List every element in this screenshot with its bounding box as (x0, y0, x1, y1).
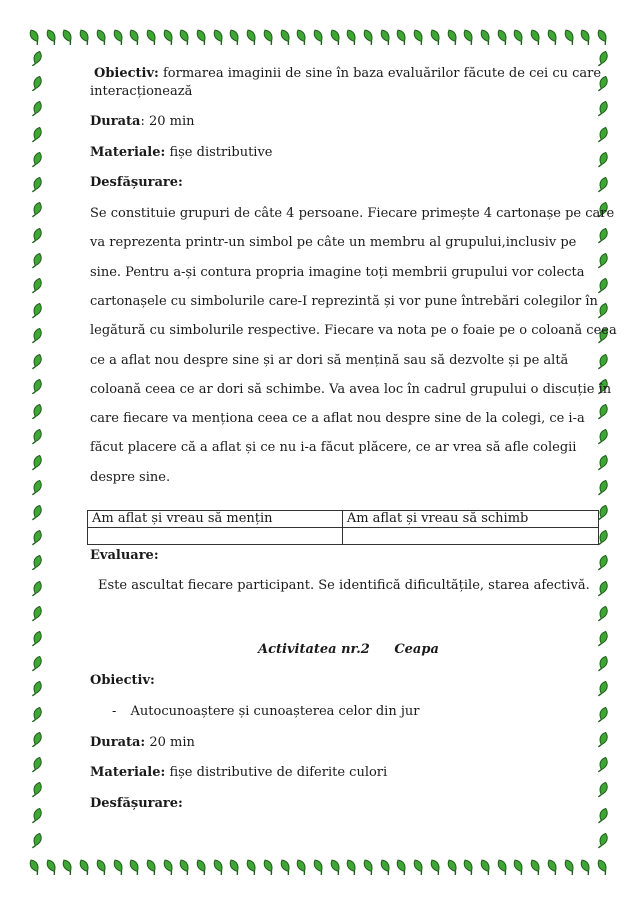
paragraph-line: despre sine. (90, 469, 171, 485)
leaf-icon (329, 858, 343, 876)
leaf-icon (145, 858, 159, 876)
activity-title (258, 642, 439, 657)
leaf-icon (30, 756, 44, 774)
leaf-icon (563, 28, 577, 46)
leaf-icon (30, 176, 44, 194)
leaf-icon (596, 100, 610, 118)
leaf-icon (228, 858, 242, 876)
leaf-icon (446, 28, 460, 46)
leaf-icon (30, 504, 44, 522)
leaf-icon (30, 201, 44, 219)
leaf-icon (145, 28, 159, 46)
leaf-icon (112, 28, 126, 46)
activity-name: Ceapa (394, 642, 439, 657)
leaf-icon (228, 28, 242, 46)
leaf-icon (295, 858, 309, 876)
leaf-icon (45, 858, 59, 876)
leaf-icon (30, 126, 44, 144)
notes-table (87, 510, 599, 545)
leaf-icon (279, 858, 293, 876)
decorative-border-left (26, 50, 48, 850)
materials2-text: fișe distributive de diferite culori (169, 765, 388, 780)
leaf-icon (245, 858, 259, 876)
leaf-icon (30, 731, 44, 749)
table-header-change: Am aflat și vreau să schimb (342, 511, 598, 528)
leaf-icon (30, 529, 44, 547)
paragraph-line: ce a aflat nou despre sine și ar dori să mențină sau să dezvolte și pe altă (90, 352, 569, 368)
leaf-icon (30, 302, 44, 320)
leaf-icon (78, 858, 92, 876)
leaf-icon (30, 479, 44, 497)
paragraph-line: făcut placere că a aflat și ce nu i-a făcut plăcere, ce ar vrea să afle colegii (90, 440, 577, 456)
leaf-icon (312, 858, 326, 876)
duration2-text: 20 min (149, 735, 195, 750)
materials-line (90, 145, 272, 160)
leaf-icon (596, 605, 610, 623)
leaf-icon (279, 28, 293, 46)
leaf-icon (596, 126, 610, 144)
leaf-icon (30, 807, 44, 825)
leaf-icon (30, 706, 44, 724)
leaf-icon (596, 630, 610, 648)
leaf-icon (30, 630, 44, 648)
duration2-label: Durata: (90, 735, 146, 750)
leaf-icon (262, 28, 276, 46)
leaf-icon (579, 28, 593, 46)
leaf-icon (295, 28, 309, 46)
duration2-line (90, 735, 195, 750)
leaf-icon (379, 28, 393, 46)
leaf-icon (579, 858, 593, 876)
paragraph-line: coloană ceea ce ar dori să schimbe. Va avea loc în cadrul grupului o discuție în (90, 381, 612, 397)
leaf-icon (61, 28, 75, 46)
leaf-icon (596, 454, 610, 472)
leaf-icon (178, 28, 192, 46)
leaf-icon (596, 479, 610, 497)
duration-line (90, 114, 194, 129)
leaf-icon (479, 28, 493, 46)
leaf-icon (30, 428, 44, 446)
table-header-row (88, 511, 599, 528)
decorative-border-right (592, 50, 614, 850)
table-cell (342, 528, 598, 545)
objective2-list-item (112, 704, 419, 719)
leaf-icon (446, 858, 460, 876)
evaluation-label: Evaluare: (90, 548, 159, 563)
leaf-icon (61, 858, 75, 876)
paragraph-line: legătură cu simbolurile respective. Fiecare va nota pe o foaie pe o coloană ceea (90, 323, 617, 339)
leaf-icon (596, 151, 610, 169)
leaf-icon (362, 858, 376, 876)
leaf-icon (596, 302, 610, 320)
leaf-icon (462, 28, 476, 46)
objective-line-1 (90, 66, 601, 81)
leaf-icon (28, 28, 42, 46)
leaf-icon (412, 858, 426, 876)
leaf-icon (30, 353, 44, 371)
leaf-icon (128, 858, 142, 876)
paragraph-line: va reprezenta printr-un simbol pe câte un membru al grupului,inclusiv pe (90, 235, 577, 251)
table-header-keep: Am aflat și vreau să mențin (88, 511, 343, 528)
leaf-icon (30, 554, 44, 572)
leaf-icon (596, 227, 610, 245)
leaf-icon (30, 100, 44, 118)
leaf-icon (30, 50, 44, 68)
paragraph-line: sine. Pentru a-și contura propria imagine toți membrii grupului vor colecta (90, 264, 585, 280)
leaf-icon (395, 28, 409, 46)
leaf-icon (195, 28, 209, 46)
list-bullet: - (112, 704, 117, 719)
leaf-icon (395, 858, 409, 876)
objective2-item: Autocunoaștere și cunoașterea celor din jur (130, 704, 420, 719)
leaf-icon (596, 428, 610, 446)
decorative-border-top (28, 26, 610, 48)
leaf-icon (512, 858, 526, 876)
leaf-icon (563, 858, 577, 876)
duration-text: : 20 min (140, 114, 195, 129)
leaf-icon (312, 28, 326, 46)
leaf-icon (345, 858, 359, 876)
leaf-icon (345, 28, 359, 46)
leaf-icon (546, 28, 560, 46)
leaf-icon (30, 75, 44, 93)
leaf-icon (30, 378, 44, 396)
leaf-icon (596, 655, 610, 673)
leaf-icon (30, 403, 44, 421)
objective-line-2: interacționează (90, 84, 193, 99)
leaf-icon (30, 580, 44, 598)
leaf-icon (596, 277, 610, 295)
materials2-line (90, 765, 387, 780)
leaf-icon (30, 327, 44, 345)
leaf-icon (529, 28, 543, 46)
evaluation-text: Este ascultat fiecare participant. Se identifică dificultățile, starea afectivă. (98, 578, 590, 593)
leaf-icon (195, 858, 209, 876)
leaf-icon (30, 227, 44, 245)
leaf-icon (596, 554, 610, 572)
leaf-icon (162, 28, 176, 46)
leaf-icon (30, 151, 44, 169)
leaf-icon (112, 858, 126, 876)
table-row (88, 528, 599, 545)
leaf-icon (30, 832, 44, 850)
leaf-icon (512, 28, 526, 46)
leaf-icon (596, 353, 610, 371)
objective-label: Obiectiv: (94, 66, 159, 81)
leaf-icon (596, 756, 610, 774)
leaf-icon (596, 176, 610, 194)
leaf-icon (429, 28, 443, 46)
leaf-icon (496, 858, 510, 876)
procedure2-label: Desfășurare: (90, 796, 183, 811)
paragraph-line: Se constituie grupuri de câte 4 persoane. Fiecare primește 4 cartonașe pe care (90, 206, 615, 221)
leaf-icon (30, 454, 44, 472)
leaf-icon (412, 28, 426, 46)
leaf-icon (596, 858, 610, 876)
leaf-icon (178, 858, 192, 876)
leaf-icon (162, 858, 176, 876)
leaf-icon (30, 277, 44, 295)
materials-text: fișe distributive (169, 145, 273, 160)
decorative-border-bottom (28, 856, 610, 878)
leaf-icon (596, 781, 610, 799)
leaf-icon (95, 858, 109, 876)
duration-label: Durata (90, 114, 141, 129)
leaf-icon (329, 28, 343, 46)
leaf-icon (212, 858, 226, 876)
leaf-icon (30, 781, 44, 799)
leaf-icon (78, 28, 92, 46)
leaf-icon (212, 28, 226, 46)
leaf-icon (596, 706, 610, 724)
materials-label: Materiale: (90, 145, 166, 160)
leaf-icon (546, 858, 560, 876)
leaf-icon (596, 731, 610, 749)
leaf-icon (45, 28, 59, 46)
leaf-icon (30, 252, 44, 270)
leaf-icon (596, 580, 610, 598)
leaf-icon (529, 858, 543, 876)
leaf-icon (362, 28, 376, 46)
leaf-icon (462, 858, 476, 876)
leaf-icon (245, 28, 259, 46)
leaf-icon (95, 28, 109, 46)
leaf-icon (128, 28, 142, 46)
leaf-icon (30, 680, 44, 698)
leaf-icon (30, 605, 44, 623)
activity-number: Activitatea nr.2 (258, 642, 370, 657)
objective-text: formarea imaginii de sine în baza evaluărilor făcute de cei cu care (162, 66, 602, 81)
table-cell (88, 528, 343, 545)
leaf-icon (496, 28, 510, 46)
leaf-icon (262, 858, 276, 876)
leaf-icon (596, 28, 610, 46)
leaf-icon (30, 655, 44, 673)
leaf-icon (596, 832, 610, 850)
leaf-icon (596, 403, 610, 421)
leaf-icon (379, 858, 393, 876)
paragraph-line: cartonașele cu simbolurile care-I reprezintă și vor pune întrebări colegilor în (90, 293, 598, 309)
leaf-icon (28, 858, 42, 876)
leaf-icon (429, 858, 443, 876)
leaf-icon (596, 252, 610, 270)
leaf-icon (596, 680, 610, 698)
materials2-label: Materiale: (90, 765, 166, 780)
procedure-label: Desfășurare: (90, 175, 183, 190)
leaf-icon (479, 858, 493, 876)
paragraph-line: care fiecare va menționa ceea ce a aflat nou despre sine de la colegi, ce i-a (90, 411, 585, 427)
leaf-icon (596, 807, 610, 825)
objective2-label: Obiectiv: (90, 673, 155, 688)
